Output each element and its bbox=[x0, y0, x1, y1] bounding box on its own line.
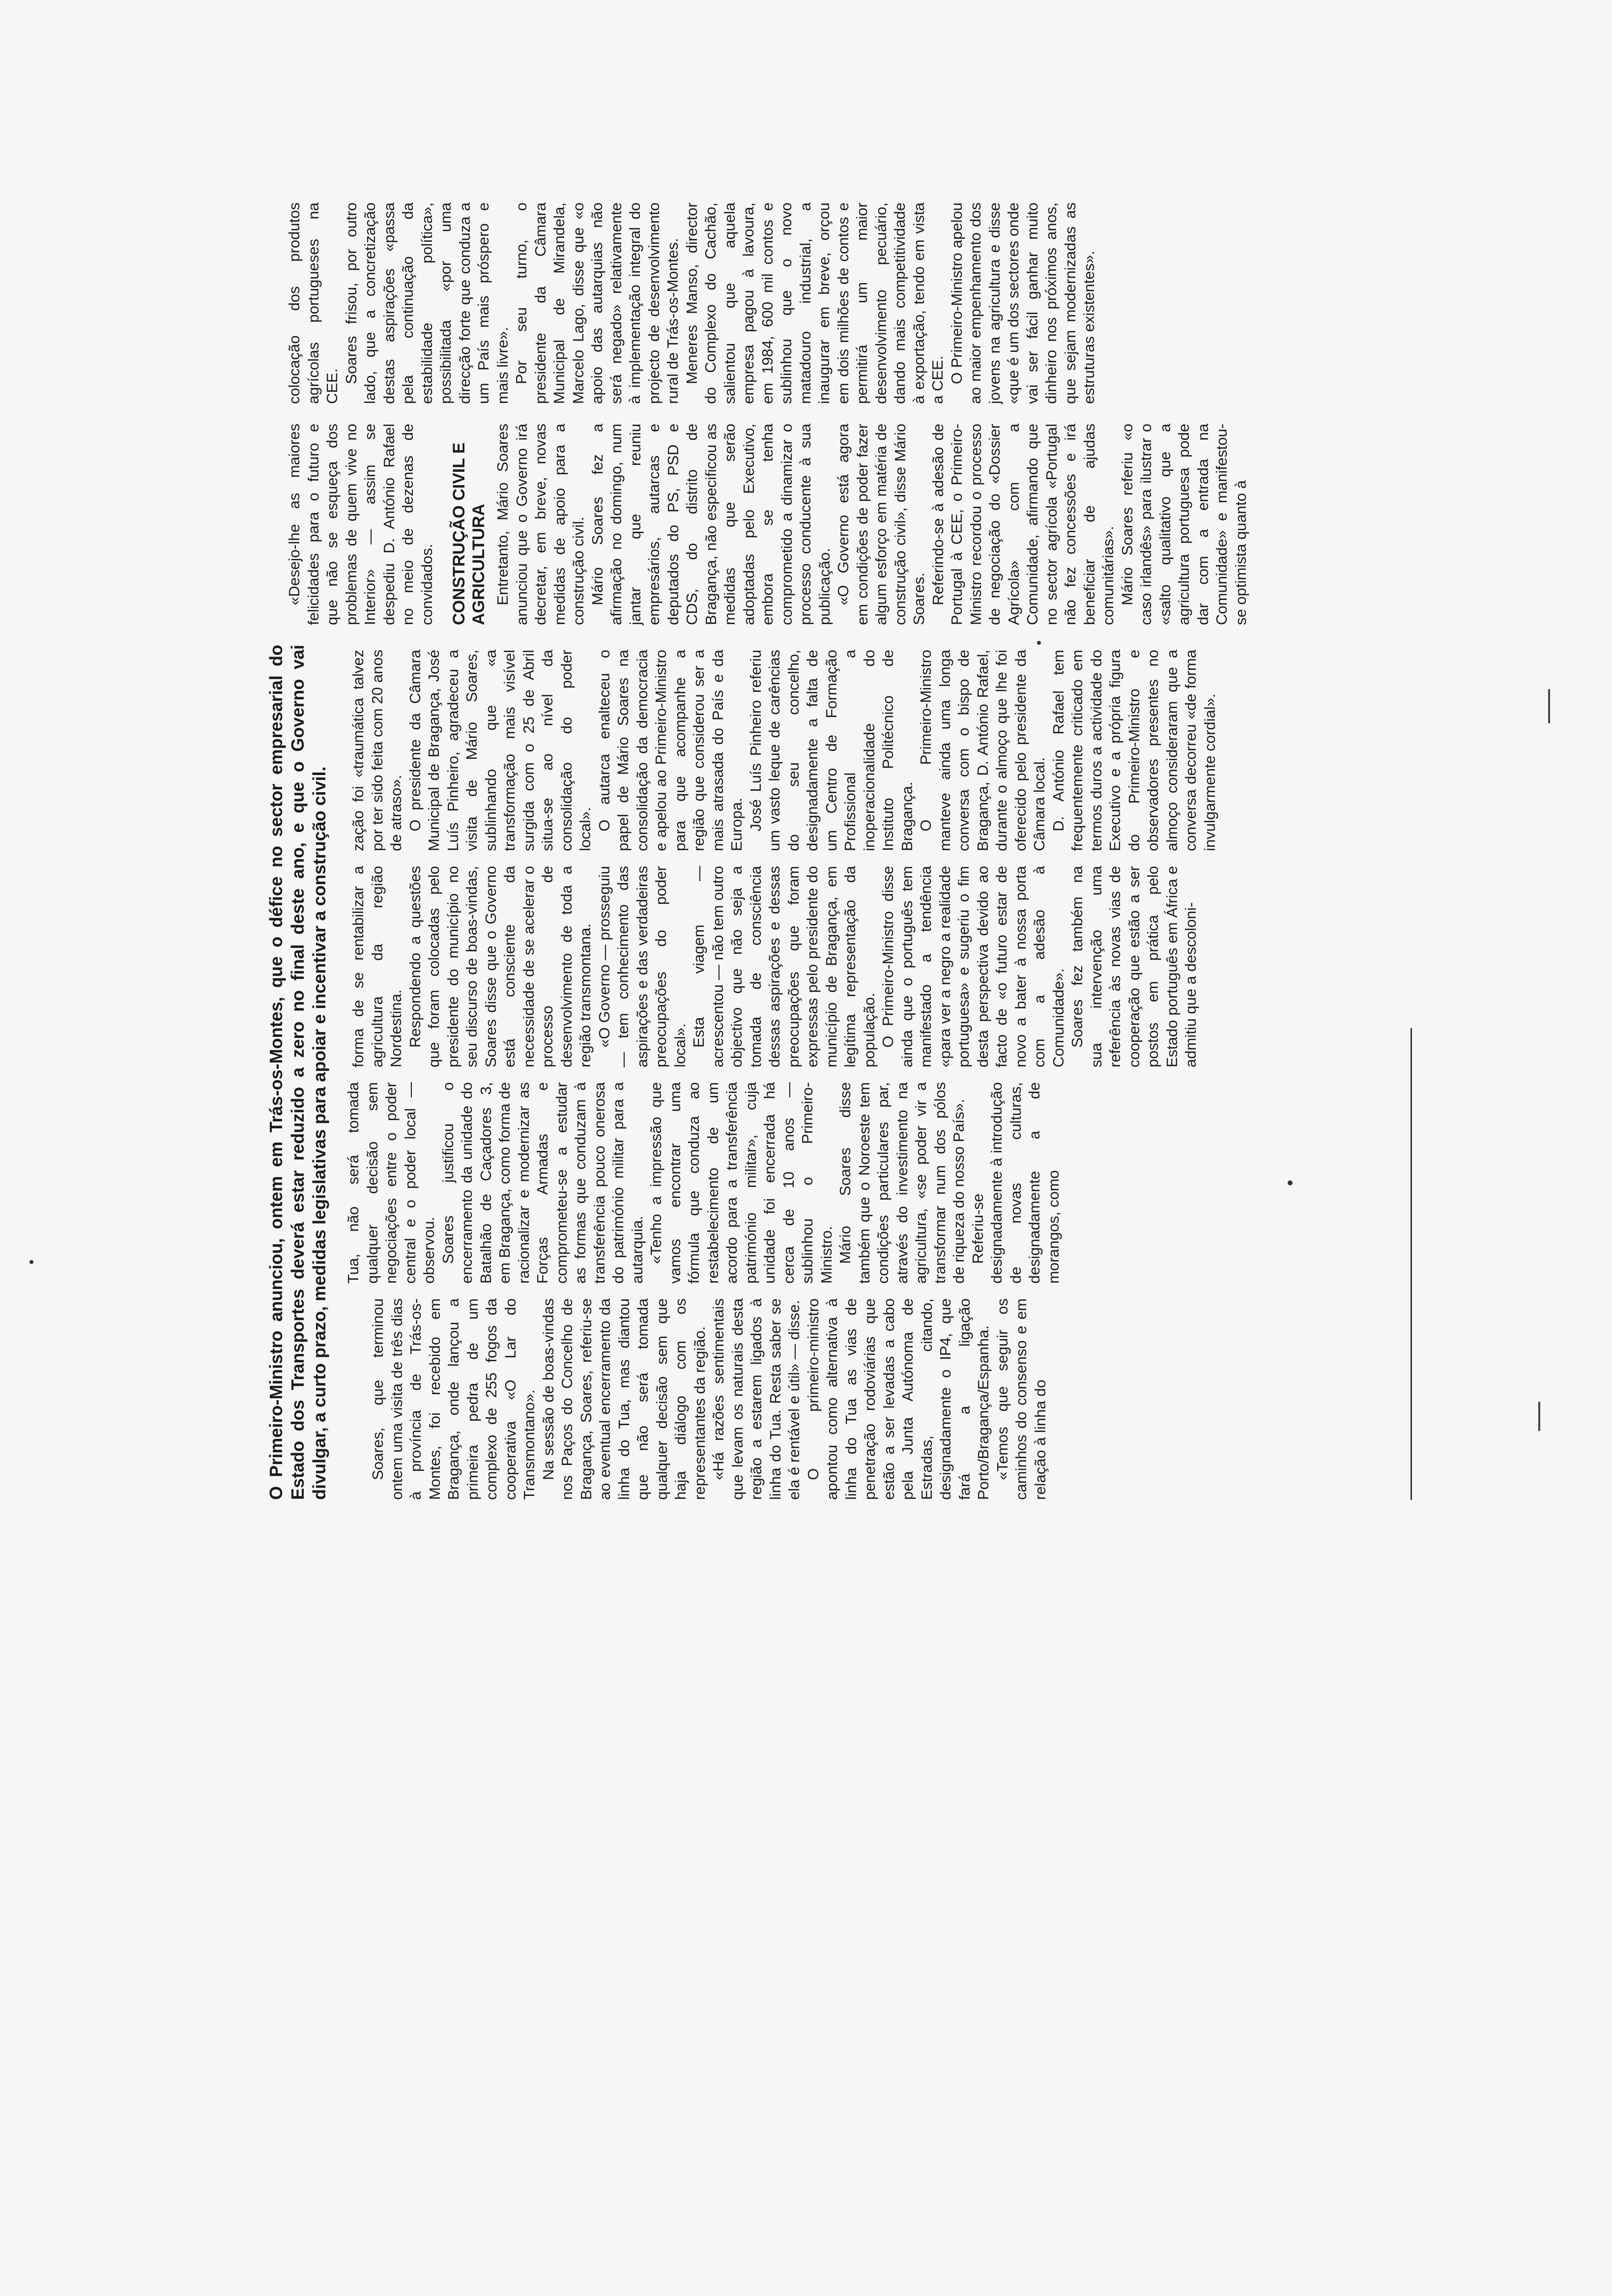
paragraph: Soares justificou o encerramento da unidade do Batalhão de Caçadores 3, em Bragança, como forma de racionalizar e modernizar as Forças Armadas e comprometeu-se a estudar as formas que conduzam à transferência pouco onerosa do património militar para a autarquia. bbox=[439, 1082, 646, 1284]
paragraph: Referindo-se à adesão de Portugal à CEE, o Primeiro-Ministro recordou o processo de negociação do «Dossier Agrícola» com a Comunidade, afirmando que no sector agrícola «Portugal não fez concessões e irá beneficiar de ajudas comunitárias». bbox=[929, 424, 1117, 625]
news-article bbox=[265, 94, 1425, 1500]
paragraph: Entretanto, Mário Soares anunciou que o Governo irá decretar, em breve, novas medidas de apoio para a construção civil. bbox=[494, 424, 587, 625]
bottom-rule bbox=[1410, 1028, 1412, 1500]
column-6 bbox=[285, 202, 1099, 404]
paragraph: «Há razões sentimentais que levam os naturais desta região a estarem ligados à linha do Tua. Resta saber se ela é rentável e útil» — disse. bbox=[710, 1298, 803, 1500]
paragraph: O primeiro-ministro apontou como alternativa à linha do Tua as vias de penetração rodoviárias que estão a ser levadas a cabo pela Junta Autónoma de Estradas, citando, designadamente o IP4, que fará a ligação Porto/Bragança/Espanha. bbox=[804, 1298, 992, 1500]
column-3 bbox=[349, 866, 1201, 1067]
paragraph: Soares fez também na sua intervenção uma referência às novas vias de cooperação que estão a ser postos em prática pelo Estado português em África e admitiu que a descoloni- bbox=[1068, 866, 1199, 1067]
paragraph: colocação dos produtos agrícolas portugueses na CEE. bbox=[286, 202, 341, 404]
paragraph: José Luís Pinheiro referiu um vasto leque de carências do seu concelho, designadamente a falta de um Centro de Formação Profissional a inoperacionalidade do Instituto Politécnico de Bragança. bbox=[747, 650, 916, 851]
paragraph: forma de se rentabilizar a agricultura da região Nordestina. bbox=[349, 866, 404, 1067]
column-4 bbox=[349, 650, 1219, 851]
paragraph: O Primeiro-Ministro disse ainda que o português tem manifestado a tendência «para ver a negro a realidade portuguesa» e sugeriu o fim desta perspectiva devido ao facto de «o futuro estar de novo a bater à nossa porta com a adesão à Comunidade». bbox=[879, 866, 1067, 1067]
column-1 bbox=[369, 1298, 1050, 1500]
paragraph: Mário Soares fez a afirmação no domingo, num jantar que reuniu empresários, autarcas e deputados do PS, PSD e CDS, do distrito de Bragança, não especificou as medidas que serão adoptadas pelo Executivo, embora se tenha comprometido a dinamizar o processo conducente à sua publicação. bbox=[588, 424, 833, 625]
scan-mark bbox=[1548, 689, 1550, 723]
paragraph: Mário Soares disse também que o Noroeste tem condições particulares par, através do investimento na agricultura, «se poder vir a transformar num dos pólos de riqueza do nosso País». bbox=[836, 1082, 967, 1284]
paragraph: Mário Soares referiu «o caso irlandês» para ilustrar o «salto qualitativo que a agricultura portuguesa pode dar com a entrada na Comunidade» e manifestou-se optimista quanto à bbox=[1118, 424, 1249, 625]
paragraph: «Temos que seguir os caminhos do consenso e em relação à linha do bbox=[993, 1298, 1049, 1500]
paragraph: O autarca enalteceu o papel de Mário Soares na consolidação da democracia e apelou ao Primeiro-Ministro para que acompanhe a região que considerou ser a mais atrasada do País e da Europa. bbox=[595, 650, 745, 851]
paragraph: Na sessão de boas-vindas nos Paços do Concelho de Bragança, Soares, referiu-se ao eventual encerramento da linha do Tua, mas diantou que não será tomada qualquer decisão sem que haja diálogo com os representantes da região. bbox=[539, 1298, 708, 1500]
paragraph: Por seu turno, o presidente da Câmara Municipal de Mirandela, Marcelo Lago, disse que «o apoio das autarquias não será negado» relativamente à implementação integral do projecto de desenvolvimento rural de Trás-os-Montes. bbox=[513, 202, 681, 404]
column-2 bbox=[344, 1082, 1063, 1284]
paragraph: Meneres Manso, director do Complexo do Cachão, salientou que aquela empresa pagou à lavoura, em 1984, 600 mil contos e sublinhou que o novo matadouro industrial, a inaugurar em breve, orçou em dois milhões de contos e permitirá um maior desenvolvimento pecuário, dando mais competitividade à exportação, tendo em vista a CEE. bbox=[683, 202, 946, 404]
paragraph: «Desejo-lhe as maiores felicidades para o futuro e que não se esqueça dos problemas de quem vive no Interior» — assim se despediu D. António Rafael no meio de dezenas de convidados. bbox=[286, 424, 435, 625]
paragraph: «Tenho a impressão que vamos encontrar uma fórmula que conduza ao restabelecimento de um acordo para a transferência património militar», cuja unidade foi encerrada há cerca de 10 anos — sublinhou o Primeiro-Ministro. bbox=[647, 1082, 835, 1284]
article-lead bbox=[265, 645, 330, 1500]
scan-speck bbox=[1037, 641, 1041, 645]
section-heading: CONSTRUÇÃO CIVIL E AGRICULTURA bbox=[450, 442, 488, 625]
paragraph: O Primeiro-Ministro apelou ao maior empenhamento dos jovens na agricultura e disse «que é um dos sectores onde vai ser fácil ganhar muito dinheiro nos próximos anos, que sejam modernizadas as estruturas existentes». bbox=[948, 202, 1097, 404]
paragraph: «O Governo está agora em condições de poder fazer algum esforço em matéria de construção civil», disse Mário Soares. bbox=[835, 424, 927, 625]
paragraph: D. António Rafael tem frequentemente criticado em termos duros a actividade do Executivo e a própria figura do Primeiro-Ministro e observadores presentes no almoço consideraram que a conversa decorreu «de forma invulgarmente cordial». bbox=[1049, 650, 1218, 851]
paragraph: Referiu-se designadamente à introdução de novas culturas, designadamente a de morangos, como bbox=[969, 1082, 1062, 1284]
scan-mark bbox=[1538, 1402, 1540, 1431]
paragraph: O Primeiro-Ministro manteve ainda uma longa conversa com o bispo de Bragança, D. António Rafael, durante o almoço que lhe foi oferecido pelo presidente da Câmara local. bbox=[917, 650, 1048, 851]
paragraph: Tua, não será tomada qualquer decisão sem negociações entre o poder central e o poder local — observou. bbox=[345, 1082, 437, 1284]
paragraph: Respondendo a questões que foram colocadas pelo presidente do município no seu discurso de boas-vindas, Soares disse que o Governo está consciente da necessidade de se acelerar o processo de desenvolvimento de toda a região transmontana. bbox=[406, 866, 594, 1067]
paragraph: Soares frisou, por outro lado, que a concretização destas aspirações «passa pela continuação da estabilidade política», possibilitada «por uma direcção forte que conduza a um País mais próspero e mais livre». bbox=[342, 202, 511, 404]
paragraph: zação foi «traumática talvez por ter sido feita com 20 anos de atraso». bbox=[349, 650, 404, 851]
column-5 bbox=[285, 424, 1250, 625]
paragraph: Esta viagem — acrescentou — não tem outro objectivo que não seja a tomada de consciência dessas aspirações e dessas preocupações que foram expressas pelo presidente do município de Bragança, em legítima representação da população. bbox=[690, 866, 878, 1067]
scan-speck bbox=[29, 1260, 33, 1264]
paragraph: O presidente da Câmara Municipal de Bragança, José Luís Pinheiro, agradeceu a visita de Mário Soares, sublinhando que «a transformação mais visível surgida com o 25 de Abril situa-se ao nível da consolidação do poder local». bbox=[406, 650, 594, 851]
scan-speck bbox=[1288, 1180, 1293, 1185]
paragraph: «O Governo — prosseguiu — tem conhecimento das aspirações e das verdadeiras preocupações do poder local». bbox=[595, 866, 689, 1067]
lead-text: O Primeiro-Ministro anunciou, ontem em Trás-os-Montes, que o défice no sector empresarial do Estado dos Transportes deverá estar reduzido a zero no final deste ano, e que o Governo vai divulgar, a curto prazo, medidas legislativas para apoiar e incentivar a construção civil. bbox=[266, 645, 329, 1500]
paragraph: Soares, que terminou ontem uma visita de três dias à província de Trás-os-Montes, foi recebido em Bragança, onde lançou a primeira pedra de um complexo de 255 fogos da cooperativa «O Lar do Transmontano». bbox=[369, 1298, 538, 1500]
